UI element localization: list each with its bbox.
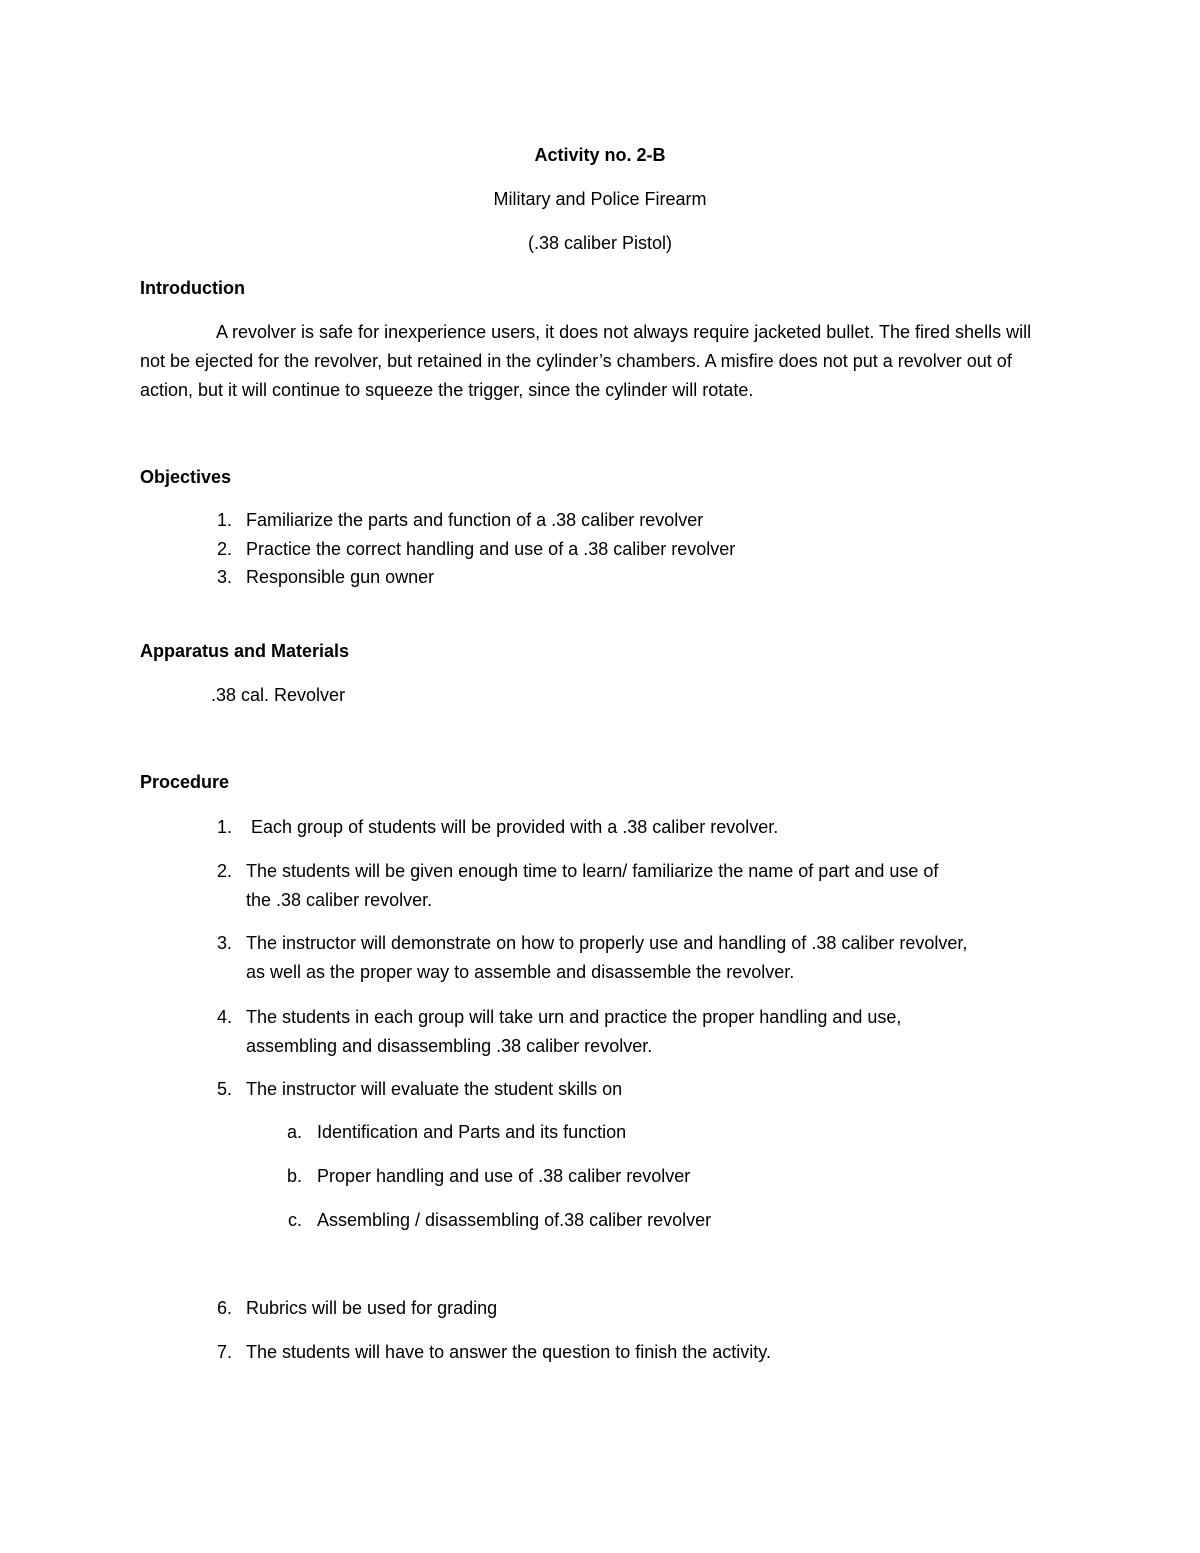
- objectives-heading: Objectives: [140, 467, 232, 487]
- sub-list-item-letter: c.: [287, 1210, 302, 1230]
- sub-list-item-letter: b.: [286, 1166, 302, 1186]
- apparatus-heading: Apparatus and Materials: [140, 641, 350, 661]
- list-item-text: Each group of students will be provided with a .38 caliber revolver.: [246, 817, 779, 837]
- list-item-text-continued: the .38 caliber revolver.: [246, 890, 433, 910]
- list-item-number: 7.: [216, 1342, 232, 1362]
- list-item-number: 5.: [216, 1079, 232, 1099]
- sub-list-item-text: Proper handling and use of .38 caliber revolver: [317, 1166, 691, 1186]
- apparatus-item: .38 cal. Revolver: [211, 685, 346, 705]
- list-item-number: 2.: [216, 861, 232, 881]
- list-item-text: Practice the correct handling and use of a .38 caliber revolver: [246, 539, 736, 559]
- introduction-heading: Introduction: [140, 278, 245, 298]
- list-item-number: 3.: [216, 933, 232, 953]
- sub-list-item-text: Assembling / disassembling of.38 caliber revolver: [317, 1210, 712, 1230]
- list-item-text: The students in each group will take urn and practice the proper handling and use,: [246, 1007, 902, 1027]
- sub-list-item-text: Identification and Parts and its function: [317, 1122, 627, 1142]
- list-item-text-continued: assembling and disassembling .38 caliber revolver.: [246, 1036, 653, 1056]
- procedure-heading: Procedure: [140, 772, 230, 792]
- document-title: Activity no. 2-B: [534, 145, 666, 165]
- list-item-number: 3.: [216, 567, 232, 587]
- list-item-text: The instructor will demonstrate on how to properly use and handling of .38 caliber revolver,: [246, 933, 968, 953]
- list-item-number: 2.: [216, 539, 232, 559]
- sub-list-item-letter: a.: [286, 1122, 302, 1142]
- list-item-text: Responsible gun owner: [246, 567, 435, 587]
- list-item-text: Rubrics will be used for grading: [246, 1298, 498, 1318]
- list-item-text: Familiarize the parts and function of a .38 caliber revolver: [246, 510, 704, 530]
- list-item-number: 4.: [216, 1007, 232, 1027]
- list-item-number: 1.: [216, 510, 232, 530]
- list-item-text-continued: as well as the proper way to assemble and disassemble the revolver.: [246, 962, 795, 982]
- introduction-paragraph: A revolver is safe for inexperience users, it does not always require jacketed bullet. The fired shells will not be ejected for the revolver, but retained in the cylinder’s chambers. A misfire does not put a revolver out of action, but it will continue to squeeze the trigger, since the cylinder will rotate.: [140, 322, 1032, 400]
- document-subtitle-caliber: (.38 caliber Pistol): [527, 233, 673, 253]
- list-item-number: 6.: [216, 1298, 232, 1318]
- list-item-text: The instructor will evaluate the student skills on: [246, 1079, 623, 1099]
- list-item-text: The students will be given enough time to learn/ familiarize the name of part and use of: [246, 861, 939, 881]
- list-item-number: 1.: [216, 817, 232, 837]
- list-item-text: The students will have to answer the question to finish the activity.: [246, 1342, 771, 1362]
- document-subtitle: Military and Police Firearm: [493, 189, 707, 209]
